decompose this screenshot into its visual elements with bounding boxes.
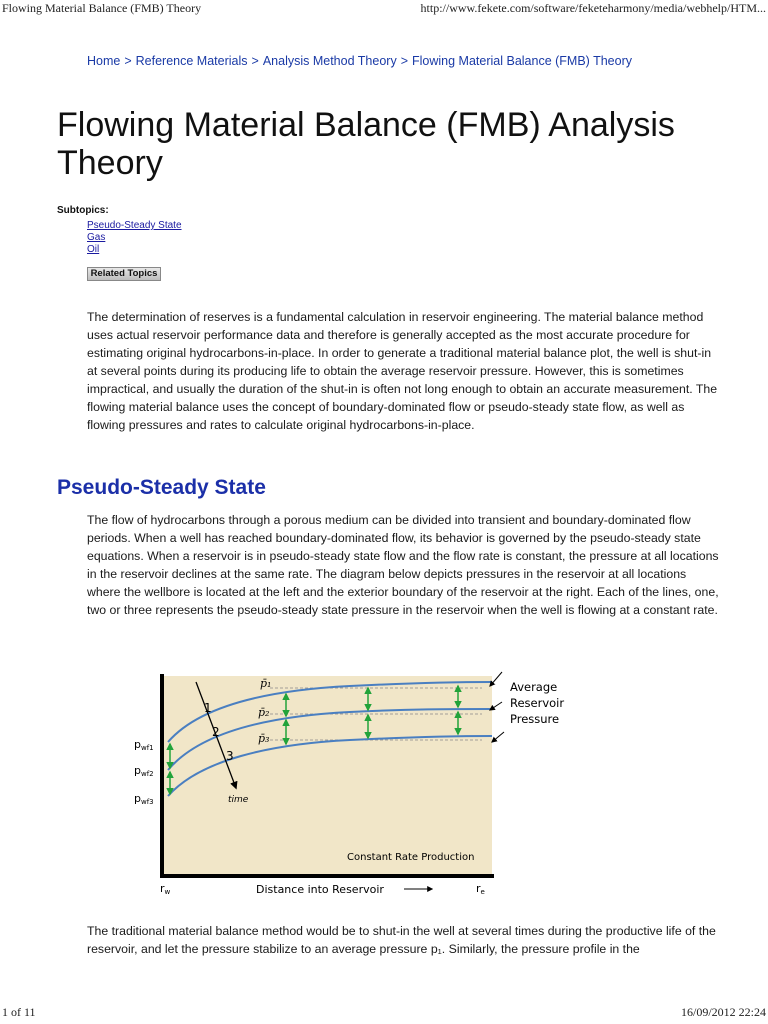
page-title: Flowing Material Balance (FMB) Analysis Theory bbox=[57, 106, 675, 182]
print-datetime: 16/09/2012 22:24 bbox=[680, 1005, 766, 1019]
avg-pressure-label-line: Average bbox=[510, 680, 558, 694]
breadcrumb bbox=[87, 54, 632, 68]
section-paragraph-continued: The traditional material balance method would be to shut-in the well at several times during the productive life of the reservoir, and let the pressure stabilize to an average pressure p₁. Similarly, the pressure profile in the bbox=[87, 924, 716, 956]
subtopics-list bbox=[87, 220, 182, 256]
pwf1-label: pwf1 bbox=[134, 738, 154, 752]
pwf2-label: pwf2 bbox=[134, 764, 154, 778]
page-number: 1 of 11 bbox=[2, 1005, 36, 1019]
avg-pressure-label-2: p̄₂ bbox=[258, 706, 270, 719]
avg-pressure-pointer bbox=[492, 732, 504, 742]
print-header-title: Flowing Material Balance (FMB) Theory bbox=[2, 1, 202, 15]
subtopic-link-pseudo-steady-state[interactable]: Pseudo-Steady State bbox=[87, 220, 182, 231]
curve-label-3: 3 bbox=[226, 749, 234, 763]
avg-pressure-label-line: Pressure bbox=[510, 712, 560, 726]
breadcrumb-separator: > bbox=[251, 54, 259, 68]
avg-pressure-label-line: Reservoir bbox=[510, 696, 565, 710]
time-label: time bbox=[228, 795, 249, 805]
diagram-caption: Constant Rate Production bbox=[347, 852, 475, 863]
breadcrumb-analysis-method-theory[interactable]: Analysis Method Theory bbox=[262, 54, 397, 68]
print-footer bbox=[0, 1004, 768, 1024]
x-axis-label: Distance into Reservoir bbox=[256, 883, 384, 896]
breadcrumb-separator: > bbox=[124, 54, 132, 68]
section-paragraph: The flow of hydrocarbons through a porous medium can be divided into transient and boundary-dominated flow periods. When a well has reached boundary-dominated flow, its behavior is governed by the pseudo-steady state equations. When a reservoir is in pseudo-steady state flow and the flow rate is constant, the pressure at all locations in the reservoir declines at the same rate. The diagram below depicts pressures in the reservoir at all locations where the wellbore is located at the left and the exterior boundary of the reservoir at the right. Each of the lines, one, two or three represents the pseudo-steady state pressure in the reservoir when the well is flowing at a constant rate. bbox=[87, 513, 719, 617]
section-heading-pseudo-steady-state: Pseudo-Steady State bbox=[57, 476, 266, 499]
breadcrumb-separator: > bbox=[400, 54, 409, 68]
avg-pressure-label-1: p̄₁ bbox=[260, 677, 272, 690]
subtopics-label: Subtopics: bbox=[57, 205, 109, 216]
pressure-profile-diagram bbox=[130, 660, 570, 900]
breadcrumb-reference-materials[interactable]: Reference Materials bbox=[135, 54, 248, 68]
intro-paragraph: The determination of reserves is a fundamental calculation in reservoir engineering. The material balance method uses actual reservoir performance data and therefore is generally accepted as the most accurate procedure for estimating original hydrocarbons-in-place. In order to generate a traditional material balance plot, the well is shut-in at several points during its producing life to obtain the average reservoir pressure. However, this is sometimes impractical, and usually the duration of the shut-in is often not long enough to obtain an accurate measurement. The flowing material balance uses the concept of boundary-dominated flow or pseudo-steady state flow, as well as flowing pressures and rates to calculate original hydrocarbons-in-place. bbox=[87, 310, 718, 432]
subtopic-link-gas[interactable]: Gas bbox=[87, 232, 106, 243]
related-topics-button[interactable]: Related Topics bbox=[87, 267, 161, 281]
subtopic-link-oil[interactable]: Oil bbox=[87, 244, 100, 255]
re-label: re bbox=[476, 882, 485, 896]
curve-label-2: 2 bbox=[212, 725, 220, 739]
breadcrumb-current-page[interactable]: Flowing Material Balance (FMB) Theory bbox=[412, 54, 632, 68]
print-header bbox=[0, 0, 768, 18]
print-header-url: http://www.fekete.com/software/feketeharmony/media/webhelp/HTM... bbox=[420, 1, 766, 15]
rw-label: rw bbox=[160, 882, 171, 896]
avg-pressure-label-3: p̄₃ bbox=[258, 732, 270, 745]
breadcrumb-home[interactable]: Home bbox=[87, 54, 121, 68]
pwf3-label: pwf3 bbox=[134, 792, 154, 806]
curve-label-1: 1 bbox=[204, 701, 212, 715]
